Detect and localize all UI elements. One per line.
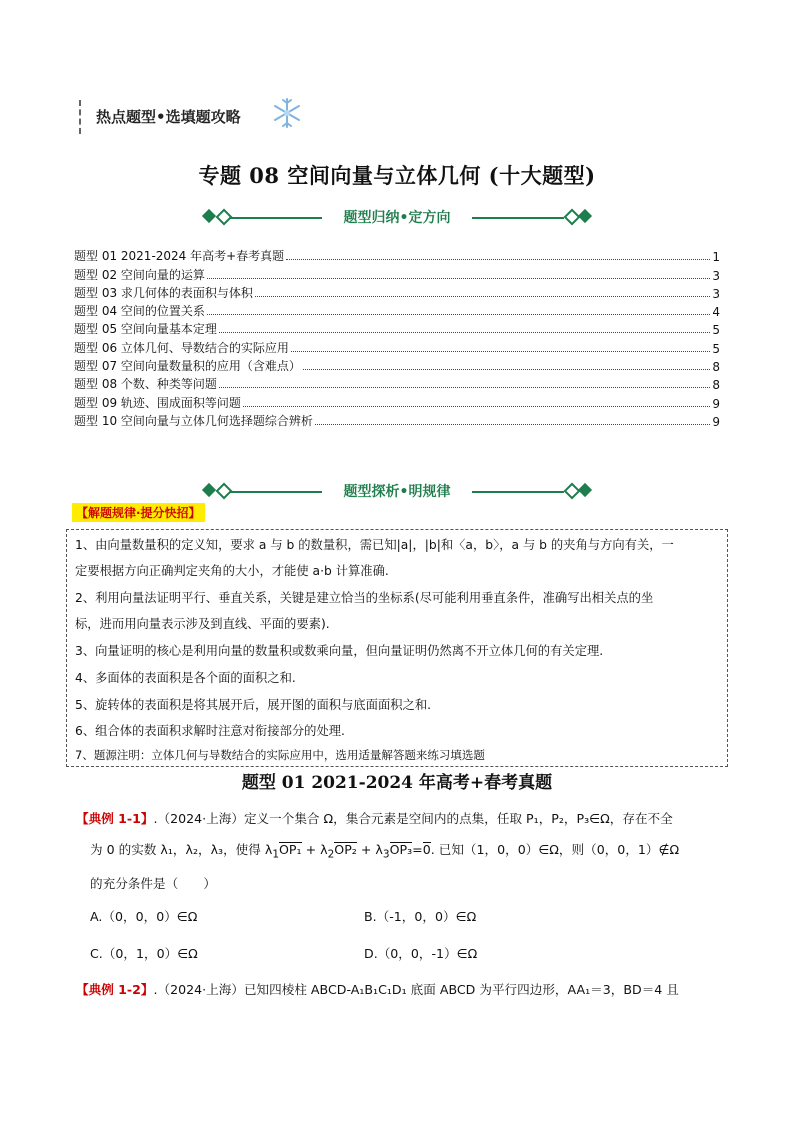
band-label: 题型归纳•定方向 — [343, 210, 451, 226]
snowflake-icon — [270, 96, 304, 130]
rule-line: 1、由向量数量积的定义知，要求 a 与 b 的数量积，需已知|a|，|b|和〈a，b〉，a 与 b 的夹角与方向有关，一 — [75, 538, 674, 552]
question-1-1-line3: 的充分条件是（ ） — [90, 876, 216, 891]
vector-op3: OP₃ — [389, 842, 413, 857]
toc-item[interactable]: 题型 05 空间向量基本定理 5 — [74, 322, 720, 338]
option-b[interactable]: B.（-1，0，0）∈Ω — [364, 909, 477, 924]
header-divider — [79, 100, 81, 134]
rules-box — [66, 529, 728, 767]
toc-item[interactable]: 题型 04 空间的位置关系 4 — [74, 304, 720, 320]
rule-line: 2、利用向量法证明平行、垂直关系，关键是建立恰当的坐标系(尽可能利用垂直条件，准确写出相关点的坐 — [75, 591, 654, 605]
zero-vector: 0 — [422, 842, 431, 857]
section-band-analysis — [200, 480, 594, 504]
rule-line: 定要根据方向正确判定夹角的大小，才能使 a·b 计算准确. — [75, 564, 389, 578]
page-title: 专题 08 空间向量与立体几何 (十大题型) — [198, 163, 596, 188]
option-a[interactable]: A.（0，0，0）∈Ω — [90, 909, 198, 924]
example-tag: 【典例 1-1】 — [76, 811, 154, 826]
question-1-1-line2: 为 0 的实数 λ₁，λ₂，λ₃，使得 $\lambda_1OP_1 + \lambda_2OP_2 + \lambda_3OP_3=0$. 已知（1，0，0）∈Ω，则（0，0，1）∉Ω — [90, 842, 680, 861]
option-c[interactable]: C.（0，1，0）∈Ω — [90, 946, 198, 961]
option-d[interactable]: D.（0，0，-1）∈Ω — [364, 946, 478, 961]
tip-label: 【解题规律·提分快招】 — [72, 503, 205, 522]
table-of-contents — [74, 246, 720, 429]
question-1-1-line1: 【典例 1-1】.（2024·上海）定义一个集合 Ω，集合元素是空间内的点集，任取 P₁，P₂，P₃∈Ω，存在不全 — [76, 811, 673, 826]
rule-line: 5、旋转体的表面积是将其展开后，展开图的面积与底面面积之和. — [75, 698, 432, 712]
toc-item[interactable]: 题型 08 个数、种类等问题 8 — [74, 377, 720, 393]
rule-line: 3、向量证明的核心是利用向量的数量积或数乘向量，但向量证明仍然离不开立体几何的有关定理. — [75, 644, 604, 658]
toc-item[interactable]: 题型 09 轨迹、围成面积等问题 9 — [74, 395, 720, 411]
toc-item[interactable]: 题型 06 立体几何、导数结合的实际应用 5 — [74, 340, 720, 356]
rule-line: 6、组合体的表面积求解时注意对衔接部分的处理. — [75, 724, 345, 738]
rule-line: 7、题源注明：立体几何与导数结合的实际应用中，选用适量解答题来练习填选题 — [75, 748, 485, 762]
example-tag: 【典例 1-2】 — [76, 982, 154, 997]
toc-item[interactable]: 题型 03 求几何体的表面积与体积 3 — [74, 285, 720, 301]
toc-item[interactable]: 题型 02 空间向量的运算 3 — [74, 267, 720, 283]
vector-op2: OP₂ — [334, 842, 357, 857]
section-title: 题型 01 2021-2024 年高考+春考真题 — [241, 773, 553, 793]
toc-item[interactable]: 题型 07 空间向量数量积的应用（含难点） 8 — [74, 359, 720, 375]
toc-item[interactable]: 题型 10 空间向量与立体几何选择题综合辨析 9 — [74, 413, 720, 429]
section-band-summary — [200, 206, 594, 230]
header-label: 热点题型•选填题攻略 — [96, 108, 241, 126]
rule-line: 标，进而用向量表示涉及到直线、平面的要素). — [75, 617, 330, 631]
toc-item[interactable]: 题型 01 2021-2024 年高考+春考真题 1 — [74, 249, 720, 265]
question-1-2-line1: 【典例 1-2】.（2024·上海）已知四棱柱 ABCD-A₁B₁C₁D₁ 底面 ABCD 为平行四边形，AA₁＝3，BD＝4 且 — [76, 982, 679, 997]
rule-line: 4、多面体的表面积是各个面的面积之和. — [75, 671, 296, 685]
band-label: 题型探析•明规律 — [343, 484, 451, 500]
vector-op1: OP₁ — [279, 842, 302, 857]
